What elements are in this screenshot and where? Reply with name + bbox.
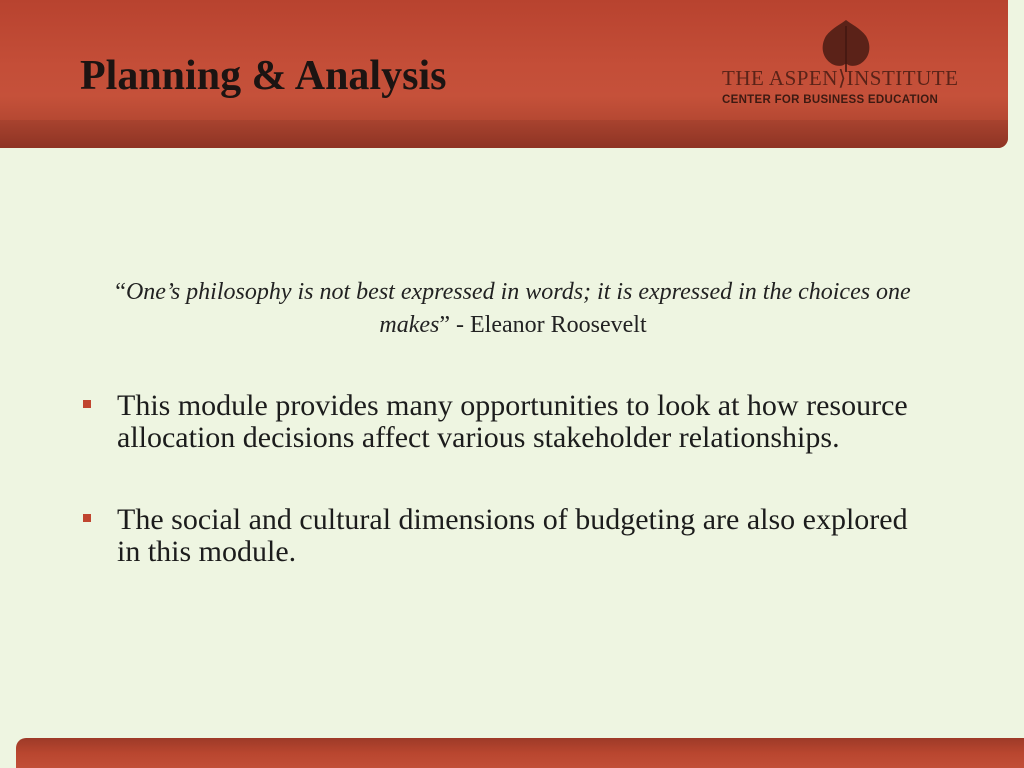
logo-divider: ⟩ (837, 66, 847, 90)
bullet-list (80, 390, 910, 618)
quote-close-mark: ” (439, 312, 451, 338)
bullet-item (80, 504, 910, 568)
quote-text: One’s philosophy is not best expressed in words; it is expressed in the choices one makes (125, 279, 911, 338)
square-bullet-icon (83, 400, 91, 408)
square-bullet-icon (83, 514, 91, 522)
header-band-lower (0, 120, 1008, 148)
bullet-text: The social and cultural dimensions of budgeting are also explored in this module. (117, 503, 908, 568)
logo-name (722, 66, 958, 91)
quote (80, 276, 946, 342)
logo-name-right: INSTITUTE (846, 66, 959, 90)
logo-name-left: THE ASPEN (722, 66, 838, 90)
logo-subtitle: CENTER FOR BUSINESS EDUCATION (722, 94, 939, 106)
aspen-leaf-icon (820, 18, 872, 72)
bullet-item (80, 390, 910, 454)
slide-title: Planning & Analysis (80, 53, 447, 99)
bullet-text: This module provides many opportunities to look at how resource allocation decisions affect various stakeholder relationships. (117, 389, 908, 454)
quote-attribution: - Eleanor Roosevelt (450, 312, 647, 338)
footer-band (16, 738, 1024, 768)
aspen-institute-logo (716, 18, 986, 118)
quote-open-mark: “ (115, 279, 126, 305)
